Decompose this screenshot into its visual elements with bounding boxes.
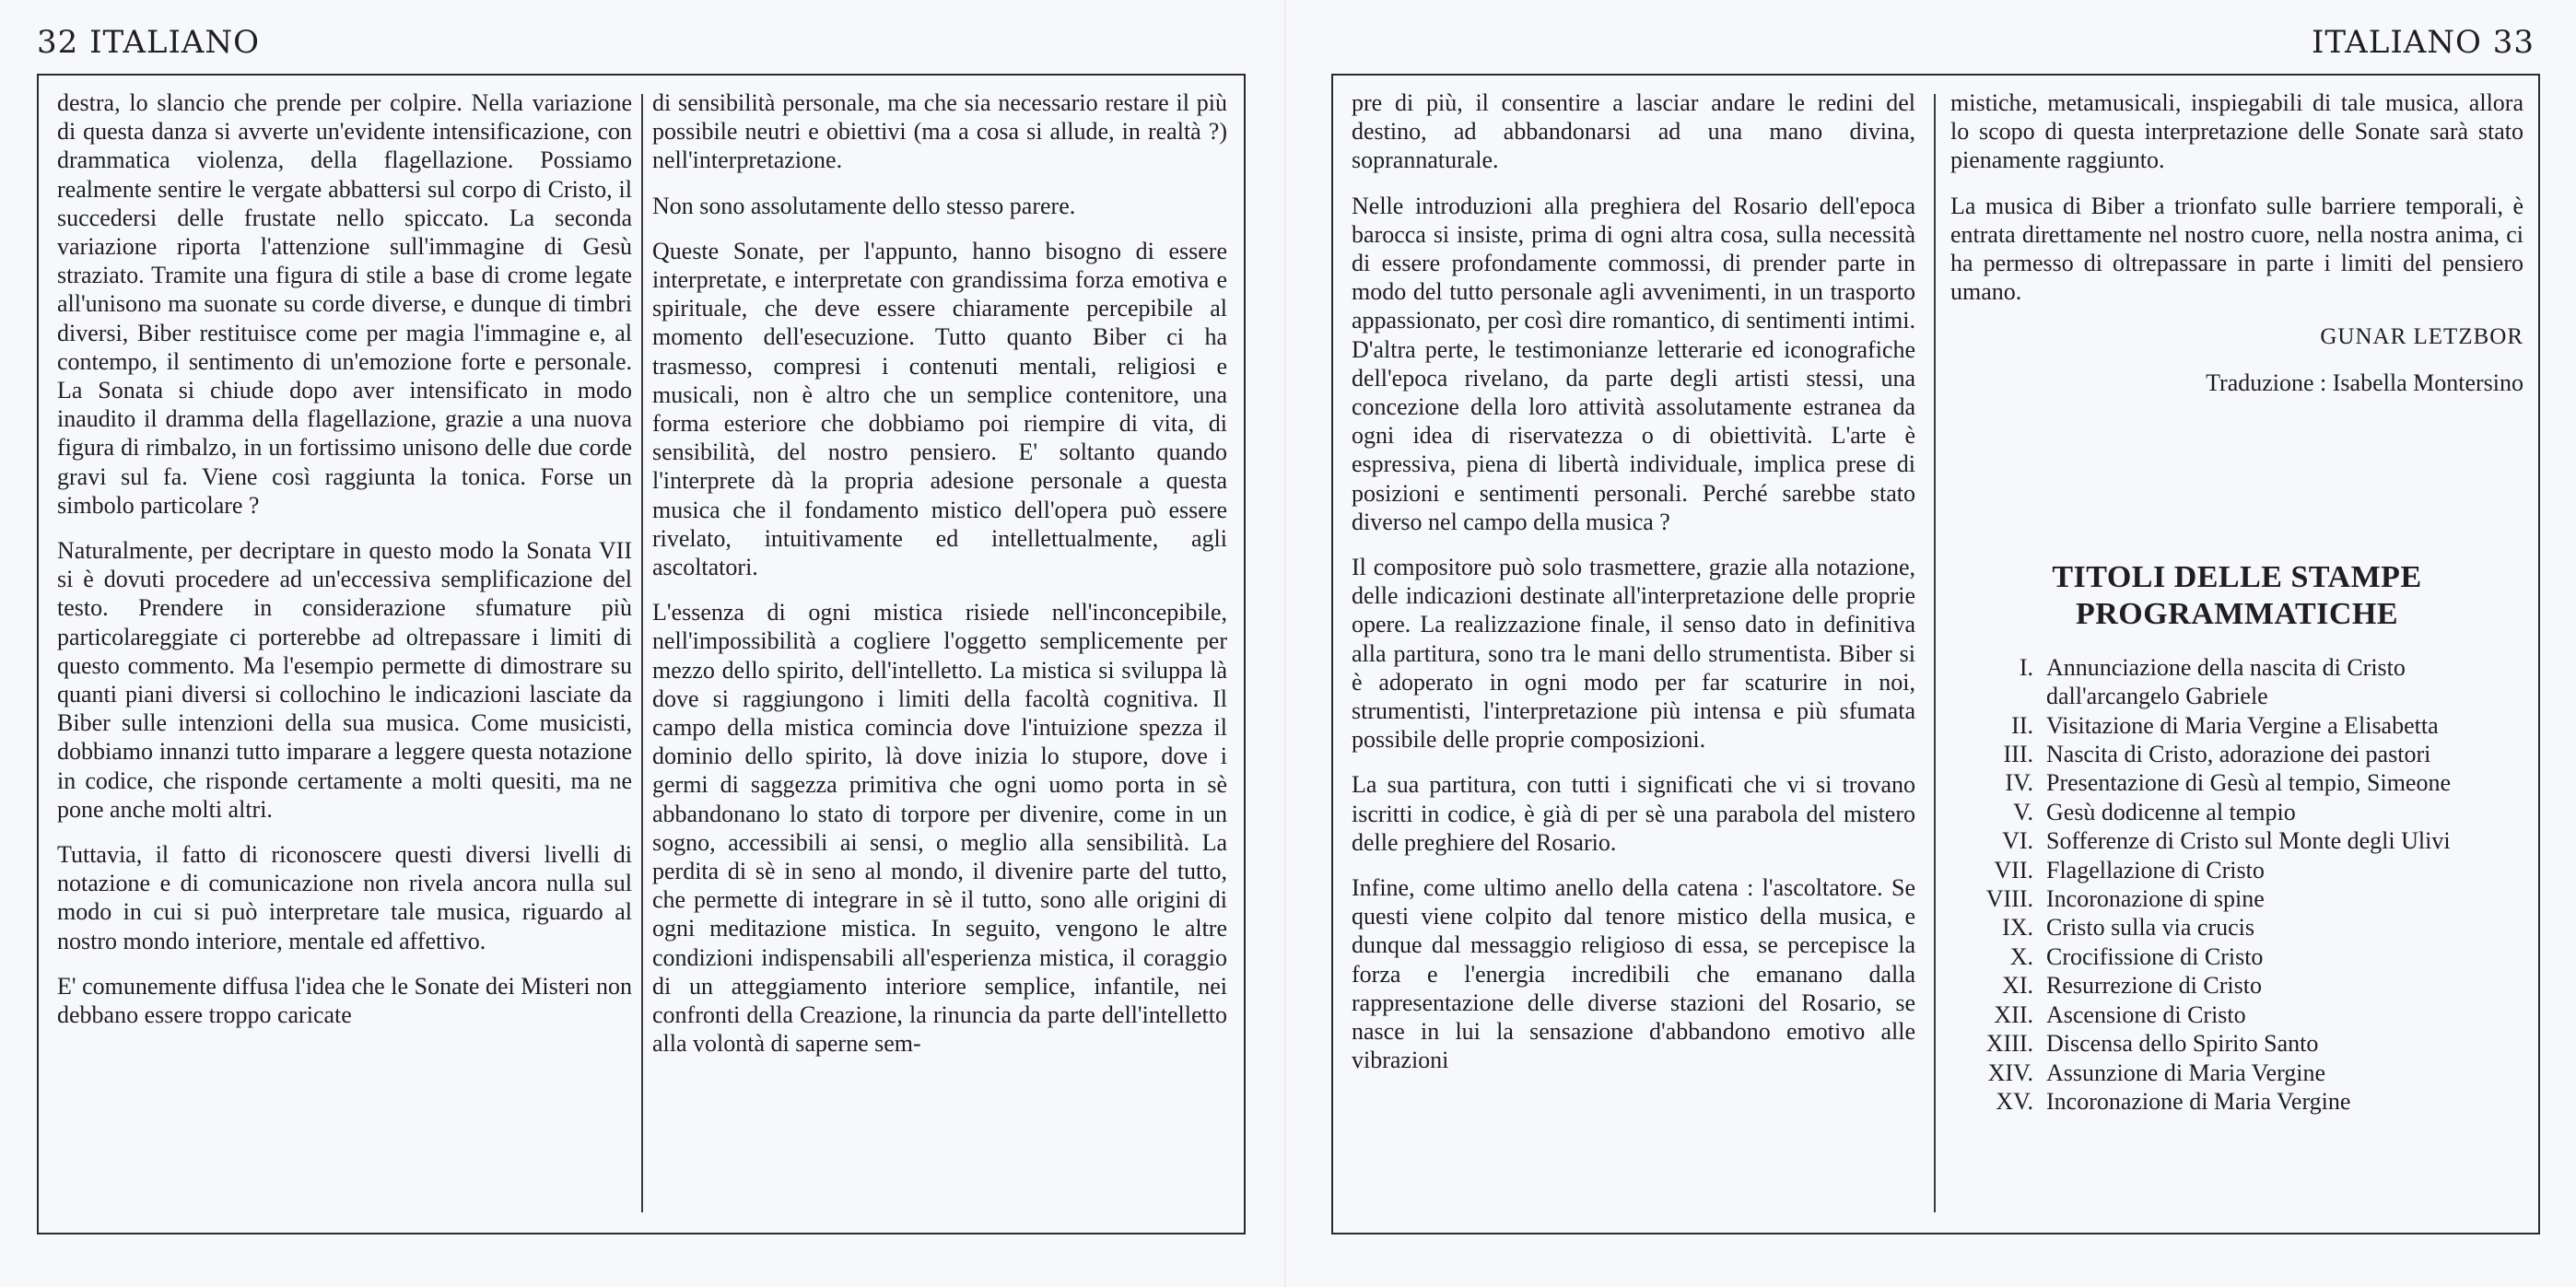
title-number: XI. [2002,972,2033,1000]
paragraph: Queste Sonate, per l'appunto, hanno bisogno di essere interpretate, e interpretate con grandissima forza emotiva e spirituale, che deve essere chiaramente percepibile al momento dell'esecuzione. Tutto quanto Biber ci ha trasmesso, compresi i contenuti mentali, religiosi e musicali, non è altro che un semplice contenitore, una forma esteriore che dobbiamo poi riempire di vita, di sensibilità, del nostro pensiero. E' soltanto quando l'interprete dà la propria adesione personale a questa musica che il fondamento mistico dell'opera può essere rivelato, intuitivamente ed intellettualmente, agli ascoltatori. [652,237,1227,581]
title-list-item [1950,682,2523,710]
title-number: III. [2003,741,2033,768]
title-number: XII. [1994,1000,2033,1028]
title-list-item [1950,826,2523,855]
left-page [0,0,1286,1287]
title-number: VIII. [1985,885,2033,913]
title-list-item [1950,740,2523,768]
paragraph: Naturalmente, per decriptare in questo modo la Sonata VII si è dovuti procedere ad un'eccessiva semplificazione del testo. Prendere in considerazione sfumature più particolareggiate ci porterebbe ad oltrepassare i limiti di questo commento. Ma l'esempio permette di dimostrare su quanti piani diversi si collochino le indicazioni lasciate da Biber sulle intenzioni della sua musica. Come musicisti, dobbiamo innanzi tutto imparare a leggere questa notazione in codice, che risponde certamente a molti quesiti, ma ne pone anche molti altri. [57,537,632,823]
paragraph: E' comunemente diffusa l'idea che le Sonate dei Misteri non debbano essere troppo caricate [57,972,632,1029]
title-list-item [1950,711,2523,740]
left-column-2 [652,88,1227,1223]
paragraph: L'essenza di ogni mistica risiede nell'inconcepibile, nell'impossibilità a cogliere l'oggetto semplicemente per mezzo dello spirito, dell'intelletto. La mistica si sviluppa là dove si raggiungono i limiti della facoltà cognitiva. Il campo della mistica comincia dove l'intuizione spezza il dominio dello spirito, là dove inizia lo stupore, dove i germi di saggezza primitiva che ogni uomo porta in sè abbandonano lo stato di torpore per divenire, come in un sogno, accessibili ai sensi, o meglio alla sensibilità. La perdita di sè in seno al mondo, il divenire parte del tutto, che permette di integrare in sè il tutto, sono alle origini di ogni meditazione mistica. In seguito, vengono le altre condizioni indispensabili all'esperienza mistica, il coraggio di un atteggiamento interiore semplice, infantile, nei confronti della Creazione, la rinuncia da parte dell'intelletto alla volontà di saperne sem- [652,599,1227,1058]
title-number [1950,682,2046,710]
title-number: X. [2009,942,2033,970]
title-number: II. [2011,711,2033,739]
paragraph: Non sono assolutamente dello stesso parere. [652,192,1076,219]
title-text: Incoronazione di spine [2046,885,2265,913]
text-frame-left [37,74,1246,1234]
title-text: dall'arcangelo Gabriele [2046,683,2268,710]
column-divider [1934,94,1936,1212]
title-text: Resurrezione di Cristo [2046,972,2262,1000]
titles-heading-line: TITOLI DELLE STAMPE [2052,559,2422,594]
title-number: IX. [2002,914,2033,942]
title-number: XIII. [1985,1030,2033,1058]
right-column-2 [1950,88,2523,1223]
title-text: Flagellazione di Cristo [2046,856,2265,883]
paragraph: mistiche, metamusicali, inspiegabili di tale musica, allora lo scopo di questa interpretazione delle Sonate sarà stato pienamente raggiunto. [1950,89,2523,174]
right-page [1290,0,2576,1287]
left-column-1 [57,88,632,1223]
titles-list [1950,653,2523,1117]
title-number: IV. [2005,769,2033,797]
paragraph: Nelle introduzioni alla preghiera del Rosario dell'epoca barocca si insiste, prima di ogni altra cosa, sulla necessità di essere profondamente commossi, di prender parte in modo del tutto personale agli avvenimenti, in un trasporto appassionato, per così dire romantico, di sentimenti intimi. D'altra perte, le testimonianze letterarie ed iconografiche dell'epoca rivelano, da parte degli artisti stessi, una concezione della loro attività assolutamente estranea da ogni idea di riservatezza o di obiettività. L'arte è espressiva, piena di libertà individuale, implica prese di posizioni e sentimenti personali. Perché sarebbe stato diverso nel campo della musica ? [1352,192,1915,535]
title-list-item [1950,1059,2523,1087]
title-text: Annunciazione della nascita di Cristo [2046,653,2406,681]
page-header-right: ITALIANO 33 [2311,24,2535,61]
title-list-item [1950,768,2523,797]
paragraph: La sua partitura, con tutti i significati che vi si trovano iscritti in codice, è già di per sè una parabola del mistero delle preghiere del Rosario. [1352,771,1915,856]
translator-credit: Traduzione : Isabella Montersino [2206,369,2523,396]
title-list-item [1950,1087,2523,1116]
title-number: I. [2019,653,2033,681]
title-text: Visitazione di Maria Vergine a Elisabetta [2046,711,2439,739]
paragraph: pre di più, il consentire a lasciar andare le redini del destino, ad abbandonarsi ad una mano divina, soprannaturale. [1352,89,1915,174]
title-list-item [1950,1029,2523,1058]
right-column-1 [1352,88,1915,1223]
title-list-item [1950,798,2523,826]
title-text: Presentazione di Gesù al tempio, Simeone [2046,769,2452,797]
paragraph: Tuttavia, il fatto di riconoscere questi diversi livelli di notazione e di comunicazione non rivela ancora nulla sul modo in cui si può interpretare tale musica, riguardo al nostro mondo interiore, mentale ed affettivo. [57,841,632,954]
title-list-item [1950,884,2523,913]
title-number: VII. [1994,856,2033,883]
title-number: XIV. [1987,1059,2033,1086]
title-number: VI. [2002,827,2033,855]
titles-heading [1950,559,2523,633]
title-text: Cristo sulla via crucis [2046,914,2255,942]
titles-heading-line: PROGRAMMATICHE [2075,596,2399,631]
page-header-left: 32 ITALIANO [37,24,261,61]
title-number: V. [2013,798,2033,825]
title-list-item [1950,971,2523,1000]
title-text: Assunzione di Maria Vergine [2046,1059,2326,1086]
title-text: Sofferenze di Cristo sul Monte degli Ulivi [2046,827,2451,855]
title-text: Gesù dodicenne al tempio [2046,798,2296,825]
paragraph: Il compositore può solo trasmettere, grazie alla notazione, delle indicazioni destinate all'interpretazione delle proprie opere. La realizzazione finale, il senso dato in definitiva alla partitura, sono tra le mani dello strumentista. Biber si è adoperato in ogni modo per far scaturire in noi, strumentisti, l'interpretazione più intensa e più sfumata possibile delle proprie composizioni. [1352,554,1915,754]
text-frame-right [1331,74,2540,1234]
title-text: Discensa dello Spirito Santo [2046,1030,2319,1058]
title-list-item [1950,913,2523,942]
title-list-item [1950,942,2523,971]
title-list-item [1950,856,2523,884]
paragraph: Infine, come ultimo anello della catena : l'ascoltatore. Se questi viene colpito dal tenore mistico della musica, e dunque dal messaggio religioso di essa, se percepisce la forza e l'energia incredibili che emanano dalla rappresentazione delle diverse stazioni del Rosario, se nasce in lui la sensazione d'abbandono emotivo alle vibrazioni [1352,874,1915,1074]
title-list-item [1950,1000,2523,1029]
title-text: Ascensione di Cristo [2046,1000,2246,1028]
paragraph: destra, lo slancio che prende per colpire. Nella variazione di questa danza si avverte un'evidente intensificazione, con drammatica violenza, della flagellazione. Possiamo realmente sentire le vergate abbattersi sul corpo di Cristo, il succedersi delle frustate nello spiccato. La seconda variazione riporta l'attenzione sull'immagine di Gesù straziato. Tramite una figura di stile a base di crome legate all'unisono ma suonate su corde diverse, e dunque di timbri diversi, Biber restituisce come per magia l'immagine e, al contempo, il sentimento di un'emozione forte e personale. La Sonata si chiude dopo aver intensificato in modo inaudito il dramma della flagellazione, grazie a una nuova figura di rimbalzo, in un fortissimo unisono delle due corde gravi sul fa. Viene così raggiunta la tonica. Forse un simbolo particolare ? [57,89,632,519]
title-text: Crocifissione di Cristo [2046,942,2264,970]
paragraph: La musica di Biber a trionfato sulle barriere temporali, è entrata direttamente nel nostro cuore, nella nostra anima, ci ha permesso di oltrepassare in parte i limiti del pensiero umano. [1950,192,2523,306]
author-signature: GUNAR LETZBOR [2320,324,2523,350]
title-list-item [1950,653,2523,682]
title-text: Nascita di Cristo, adorazione dei pastori [2046,741,2431,768]
paragraph: di sensibilità personale, ma che sia necessario restare il più possibile neutri e obiettivi (ma a cosa si allude, in realtà ?) nell'interpretazione. [652,89,1227,174]
title-number: XV. [1996,1087,2033,1115]
title-text: Incoronazione di Maria Vergine [2046,1087,2351,1115]
column-divider [641,94,643,1212]
